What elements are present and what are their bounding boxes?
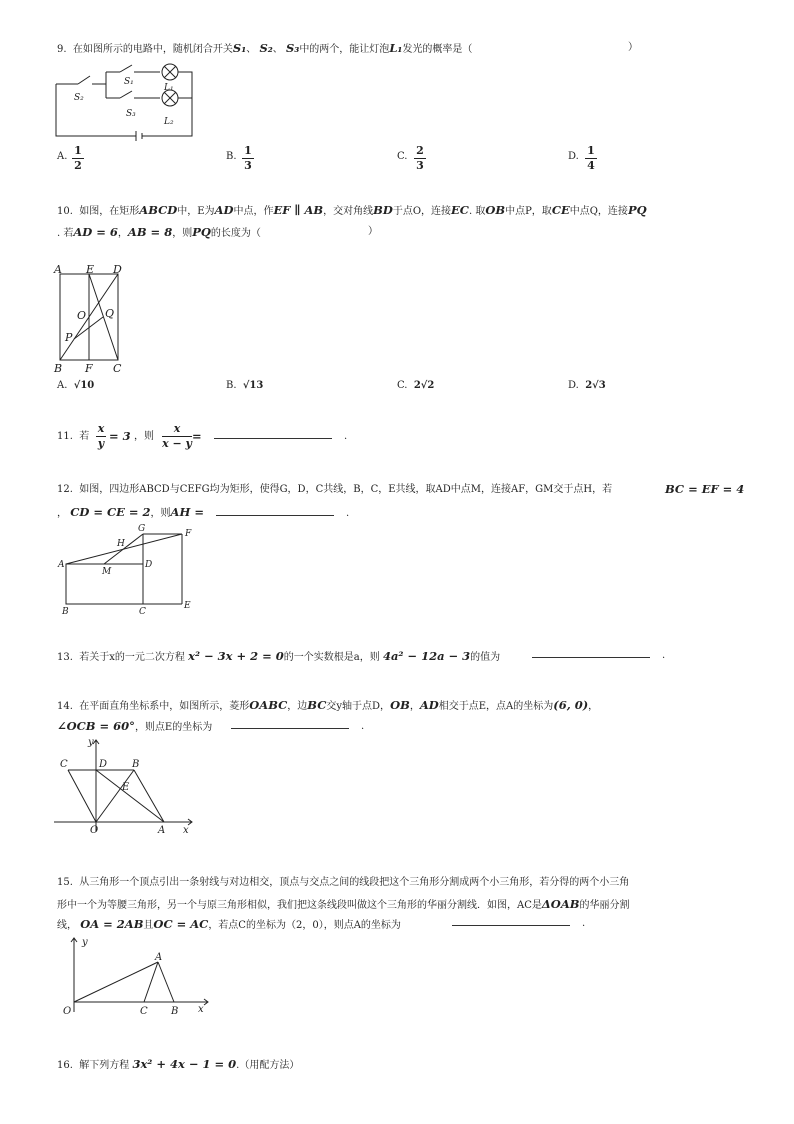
q11-answer-blank[interactable] xyxy=(214,428,332,439)
q14-rhombus-diagram xyxy=(52,736,202,836)
q15-fig-label-y: y xyxy=(82,937,88,948)
q10-option-a: A. √10 xyxy=(57,380,95,391)
q10-rectangle-diagram xyxy=(50,262,140,377)
q13-end: . xyxy=(662,650,666,661)
q10-stem-line1: 10. 如图，在矩形ABCD中，E为AD中点，作EF ∥ AB，交对角线BD于点O，连接EC. 取OB中点P，取CE中点Q，连接PQ xyxy=(57,203,647,217)
q10-fig-label-f: F xyxy=(85,362,93,375)
q9-fig-label-l2: L₂ xyxy=(164,117,174,127)
q9-option-b: 1 3 xyxy=(242,145,254,172)
q12-fig-label-g: G xyxy=(138,524,146,534)
q9-stem: 9. 在如图所示的电路中，随机闭合开关S₁、 S₂、 S₃中的两个，能让灯泡L₁发光的概率是（ xyxy=(57,41,473,55)
q15-stem-line2: 形中一个为等腰三角形，另一个与原三角形相似，我们把这条线段叫做这个三角形的华丽分割线．如图，AC是ΔOAB的华丽分割 xyxy=(57,897,630,911)
q12-fig-label-f: F xyxy=(185,529,192,539)
q12-answer-blank[interactable] xyxy=(216,505,334,516)
q11-stem-pre: 11. 若 xyxy=(57,431,90,442)
q10-fig-label-q: Q xyxy=(105,307,115,320)
q11-end: . xyxy=(344,431,348,442)
q15-fig-label-b: B xyxy=(171,1006,179,1017)
q12-fig-label-e: E xyxy=(184,601,191,611)
q12-end: . xyxy=(346,508,350,519)
q14-fig-label-d: D xyxy=(99,759,108,770)
q11-eq2: = xyxy=(192,429,202,443)
q9-option-a-letter: A. xyxy=(57,151,68,162)
q14-fig-label-a: A xyxy=(158,825,166,836)
q14-stem-line2: ∠OCB = 60°，则点E的坐标为 xyxy=(57,719,213,733)
q15-stem-line3: 线， OA = 2AB且OC = AC，若点C的坐标为（2，0），则点A的坐标为 xyxy=(57,917,401,931)
q9-option-d: 1 4 xyxy=(585,145,597,172)
q11-fraction-target: x x − y xyxy=(162,422,192,450)
q15-fig-label-x: x xyxy=(198,1004,204,1015)
q14-answer-blank[interactable] xyxy=(231,718,349,729)
q12-stem-line1: 12. 如图，四边形ABCD与CEFG均为矩形，使得G，D，C共线，B，C，E共线，取AD中点M，连接AF，GM交于点H，若 xyxy=(57,484,613,495)
q11-eq1: = 3 xyxy=(109,429,131,443)
q9-option-b-letter: B. xyxy=(226,151,237,162)
q15-fig-label-o: O xyxy=(63,1006,72,1017)
q9-circuit-diagram xyxy=(50,58,210,148)
q12-fig-label-m: M xyxy=(102,567,112,577)
q15-triangle-diagram xyxy=(58,934,218,1020)
q16-number: 16. xyxy=(57,1060,73,1071)
q14-fig-label-b: B xyxy=(132,759,140,770)
q9-fig-label-s2: S₂ xyxy=(74,93,84,103)
q14-end: . xyxy=(361,721,365,732)
q10-fig-label-o: O xyxy=(77,309,87,322)
q11-number: 11. xyxy=(57,431,73,442)
q10-option-c: C. 2√2 xyxy=(397,380,435,391)
q10-fig-label-d: D xyxy=(113,263,122,276)
q10-stem-line2: . 若AD = 6，AB = 8，则PQ的长度为（ xyxy=(57,225,261,239)
q9-fig-label-l1: L₁ xyxy=(164,83,174,93)
q14-fig-label-c: C xyxy=(60,759,68,770)
q12-fig-label-h: H xyxy=(117,539,125,549)
q10-fig-label-p: P xyxy=(65,331,73,344)
q10-option-b: B. √13 xyxy=(226,380,264,391)
q15-stem-line1: 15. 从三角形一个顶点引出一条射线与对边相交，顶点与交点之间的线段把这个三角形分割成两个小三角形，若分得的两个小三角 xyxy=(57,877,630,888)
q12-fig-label-b: B xyxy=(62,607,69,617)
q10-fig-label-b: B xyxy=(54,362,63,375)
q12-stem-line2: ， CD = CE = 2，则AH = xyxy=(57,505,204,519)
q15-fig-label-a: A xyxy=(155,952,163,963)
q9-number: 9. xyxy=(57,44,67,55)
q9-fig-label-s1: S₁ xyxy=(124,77,134,87)
q13-stem: 13. 若关于x的一元二次方程 x² − 3x + 2 = 0的一个实数根是a，则 4a² − 12a − 3的值为 xyxy=(57,649,501,663)
q12-eq1: BC = EF = 4 xyxy=(665,482,745,496)
q16-stem: 16. 解下列方程 3x² + 4x − 1 = 0.（用配方法） xyxy=(57,1057,300,1071)
q12-fig-label-c: C xyxy=(139,607,146,617)
q9-option-c-letter: C. xyxy=(397,151,408,162)
q10-option-d: D. 2√3 xyxy=(568,380,606,391)
q12-fig-label-a: A xyxy=(58,560,65,570)
q10-fig-label-e: E xyxy=(86,263,95,276)
q15-answer-blank[interactable] xyxy=(452,915,570,926)
q13-answer-blank[interactable] xyxy=(532,647,650,658)
q10-fig-label-a: A xyxy=(54,263,62,276)
q12-rectangles-diagram xyxy=(58,522,198,617)
q9-option-c: 2 3 xyxy=(414,145,426,172)
q14-stem-line1: 14. 在平面直角坐标系中，如图所示，菱形OABC，边BC交y轴于点D，OB，AD相交于点E，点A的坐标为(6, 0)， xyxy=(57,698,599,712)
q10-number: 10. xyxy=(57,206,73,217)
q9-fig-label-s3: S₃ xyxy=(126,109,136,119)
q9-option-d-letter: D. xyxy=(568,151,579,162)
q15-fig-label-c: C xyxy=(140,1006,148,1017)
q14-fig-label-o: O xyxy=(90,825,99,836)
q14-fig-label-e: E xyxy=(122,782,130,793)
q13-number: 13. xyxy=(57,652,73,663)
q10-close-paren: ） xyxy=(368,226,378,237)
q14-number: 14. xyxy=(57,701,73,712)
q12-number: 12. xyxy=(57,484,73,495)
q9-close-paren: ） xyxy=(628,42,638,53)
q11-mid: ，则 xyxy=(134,431,154,442)
q9-option-a: 1 2 xyxy=(72,145,84,172)
q14-fig-label-y: y xyxy=(88,737,94,748)
q12-fig-label-d: D xyxy=(145,560,153,570)
q15-number: 15. xyxy=(57,877,73,888)
q14-fig-label-x: x xyxy=(183,825,189,836)
q11-fraction-x-over-y: x y xyxy=(97,422,105,450)
q15-end: . xyxy=(582,918,586,929)
q10-fig-label-c: C xyxy=(113,362,122,375)
